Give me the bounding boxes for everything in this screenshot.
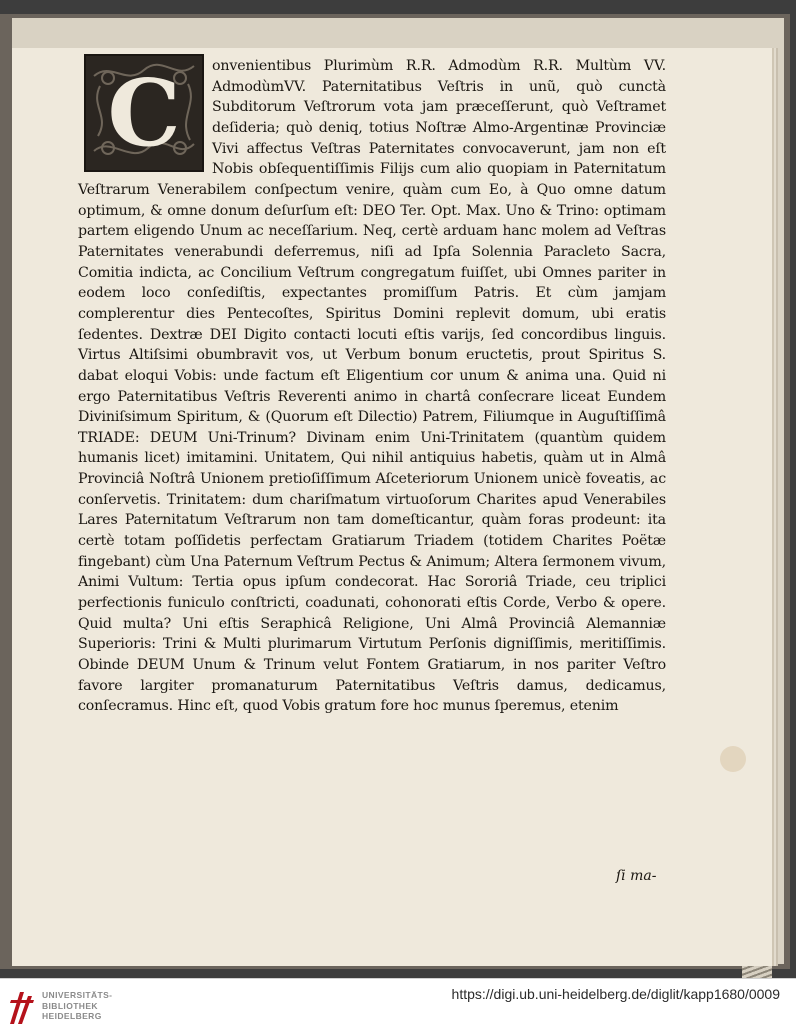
library-logo-icon[interactable] (8, 986, 36, 1026)
initial-letter: C (107, 59, 181, 167)
library-name-line: UNIVERSITÄTS- (42, 990, 113, 1000)
library-name-line: BIBLIOTHEK (42, 1000, 98, 1011)
decorated-initial (84, 54, 204, 172)
library-name-line: HEIDELBERG (42, 1011, 102, 1021)
catchword: ſi ma- (616, 868, 657, 884)
footer-bar (0, 978, 796, 1035)
page-text (78, 56, 666, 717)
library-name[interactable] (42, 990, 112, 1022)
permalink-url[interactable]: https://digi.ub.uni-heidelberg.de/diglit/kapp1680/0009 (451, 986, 780, 1002)
paper-blemish (720, 746, 746, 772)
body-paragraph: onvenientibus Plurimùm R.R. Admodùm R.R. Multùm VV. AdmodùmVV. Paternitatibus Veſtris in unũ, quò cunctà Subditorum Veſtrorum vota jam præceſſerunt, quò Veſtramet deſideria; quò deniq, totius Noſtræ Almo-Argentinæ Provinciæ Vivi affectus Veſtras Paternitates convocaverunt, jam non eſt Nobis obſequentiſſimis Filijs cum alio quopiam in Paternitatum Veſtrarum Venerabilem conſpectum venire, quàm cum Eo, à Quo omne datum optimum, & omne donum deſurſum eſt: DEO Ter. Opt. Max. Uno & Trino: optimam partem eligendo Unum ac neceſſarium. Neq, certè arduam hanc molem ad Veſtras Paternitates venerabundi deferremus, niſi ad Ipſa Solennia Paracleto Sacra, Comitia indicta, ac Concilium Veſtrum congregatum fuiſſet, ubi Omnes pariter in eodem loco conſediſtis, expectantes promiſſum Patris. Et cùm jamjam complerentur dies Pentecoſtes, Spiritus Domini replevit domum, ubi eratis ſedentes. Dextræ DEI Digito contacti locuti eſtis varijs, ſed concordibus linguis. Virtus Altiſsimi obumbravit vos, ut Verbum bonum eructetis, prout Spiritus S. dabat eloqui Vobis: unde factum eſt Eligentium cor unum & anima una. Quid ni ergo Paternitatibus Veſtris Reverenti animo in chartâ conſecrare liceat Eundem Diviniſsimum Spiritum, & (Quorum eſt Dilectio) Patrem, Filiumque in Auguſtiſſimâ TRIADE: DEUM Uni-Trinum? Divinam enim Uni-Trinitatem (quantùm quidem humanis licet) imitamini. Unitatem, Qui nihil antiquius habetis, quàm ut in Almâ Provinciâ Noſtrâ Unionem pretioſiſſimum Aſceteriorum Unionem unicè foveatis, ac conſervetis. Trinitatem: dum chariſmatum virtuoſorum Charites apud Venerabiles Lares Paternitatum Veſtrarum non tam domeſticantur, quàm foras prodeunt: ita certè totam poſſidetis perfectam Gratiarum Triadem (totidem Charites Poëtæ fingebant) cùm Una Paternum Veſtrum Pectus & Animum; Altera ſermonem vivum, Animi Vultum: Tertia opus ipſum condecorat. Hac Sororiâ Triade, ceu triplici perfectionis funiculo conſtricti, coadunati, cohonorati eſtis Corde, Verbo & opere. Quid multa? Uni eſtis Seraphicâ Religione, Uni Almâ Provinciâ Alemanniæ Superioris: Trini & Multi plurimarum Virtutum Perſonis digniſſimis, meritiſſimis. Obinde DEUM Unum & Trinum velut Fontem Gratiarum, in nos pariter Veſtro favore largiter promanaturum Paternitatibus Veſtris damus, dedicamus, conſecramus. Hinc eſt, quod Vobis gratum fore hoc munus ſperemus, etenim (78, 58, 666, 715)
